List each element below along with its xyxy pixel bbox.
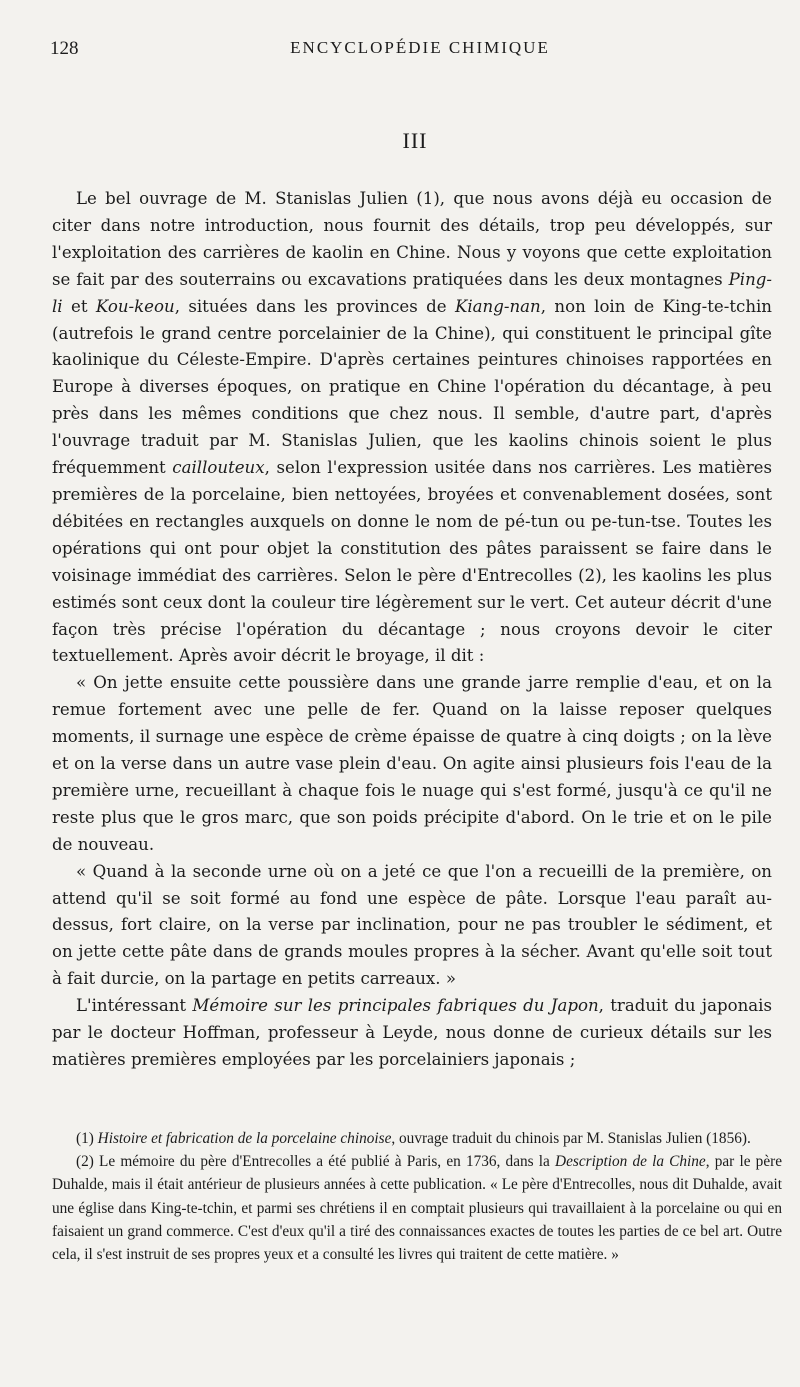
paragraph-1-italic-caillouteux: caillouteux	[172, 458, 265, 478]
page-number: 128	[50, 38, 79, 59]
paragraph-1-text-d: , non loin de King-te-tchin (autrefois le grand centre porcelainier de la Chine), qui constituent le principal gîte kaolinique du Céleste-Empire. D'après certaines peintures chinoises rapportées en Europe à diverses époques, on pratique en Chine l'opération du décantage, à peu près dans les mêmes conditions que chez nous. Il semble, d'autre part, d'après l'ouvrage traduit par M. Stanislas Julien, que les kaolins chinois soient le plus fréquemment	[52, 296, 772, 478]
footnote-2-text-b: , par le père Duhalde, mais il était antérieur de plusieurs années à cette publication. « Le père d'Entrecolles, nous dit Duhalde, avait une église dans King-te-tchin, et parmi ses chrétiens il en comptait plusieurs qui travaillaient à la porcelaine ou qui en faisaient un grand commerce. C'est d'eux qu'il a tiré des connaissances exactes de toutes les parties de ce bel art. Outre cela, il s'est instruit de ses propres yeux et a consulté les livres qui traitent de cette matière. »	[52, 1153, 783, 1264]
body-text	[52, 186, 772, 1074]
paragraph-1-italic-kiang-nan: Kiang-nan	[454, 296, 541, 316]
paragraph-1-text-b: et	[62, 296, 96, 316]
paragraph-4	[52, 993, 772, 1074]
footnote-1-text-b: , ouvrage traduit du chinois par M. Stanislas Julien (1856).	[391, 1130, 751, 1147]
paragraph-4-text-b: , traduit du japonais par le docteur Hoffman, professeur à Leyde, nous donne de curieux détails sur les matières premières employées par les porcelainiers japonais ;	[52, 996, 772, 1069]
footnote-1-italic-title: Histoire et fabrication de la porcelaine chinoise	[97, 1130, 392, 1147]
section-heading: III	[402, 128, 428, 153]
paragraph-1	[52, 186, 772, 670]
footnote-1	[52, 1127, 782, 1150]
paragraph-1-text-e: , selon l'expression usitée dans nos carrières. Les matières premières de la porcelaine, bien nettoyées, broyées et convenablement dosées, sont débitées en rectangles auxquels on donne le nom de pé-tun ou pe-tun-tse. Toutes les opérations qui ont pour objet la constitution des pâtes paraissent se faire dans le voisinage immédiat des carrières. Selon le père d'Entrecolles (2), les kaolins les plus estimés sont ceux dont la couleur tire légèrement sur le vert. Cet auteur décrit d'une façon très précise l'opération du décantage ; nous croyons devoir le citer textuellement. Après avoir décrit le broyage, il dit :	[52, 458, 772, 666]
footnote-2	[52, 1150, 782, 1266]
paragraph-1-text-c: , situées dans les provinces de	[174, 296, 455, 316]
footnotes	[52, 1127, 782, 1266]
paragraph-2-quote: « On jette ensuite cette poussière dans une grande jarre remplie d'eau, et on la remue fortement avec une pelle de fer. Quand on la laisse reposer quelques moments, il surnage une espèce de crème épaisse de quatre à cinq doigts ; on la lève et on la verse dans un autre vase plein d'eau. On agite ainsi plusieurs fois l'eau de la première urne, recueillant à chaque fois le nuage qui s'est formé, jusqu'à ce qu'il ne reste plus que le gros marc, que son poids précipite d'abord. On le trie et on le pile de nouveau.	[52, 673, 772, 854]
page-header	[50, 38, 790, 68]
paragraph-4-text-a: L'intéressant	[76, 996, 193, 1016]
paragraph-1-text-a: Le bel ouvrage de M. Stanislas Julien (1), que nous avons déjà eu occasion de citer dans notre introduction, nous fournit des détails, trop peu développés, sur l'exploitation des carrières de kaolin en Chine. Nous y voyons que cette exploitation se fait par des souterrains ou excavations pratiquées dans les deux montagnes	[52, 189, 772, 289]
paragraph-4-italic-title: Mémoire sur les principales fabriques du Japon	[192, 996, 599, 1016]
running-title: ENCYCLOPÉDIE CHIMIQUE	[290, 38, 550, 57]
footnote-1-text-a: (1)	[76, 1130, 98, 1147]
paragraph-3-quote: « Quand à la seconde urne où on a jeté ce que l'on a recueilli de la première, on attend qu'il se soit formé au fond une espèce de pâte. Lorsque l'eau paraît au-dessus, fort claire, on la verse par inclination, pour ne pas troubler le sédiment, et on jette cette pâte dans de grands moules propres à la sécher. Avant qu'elle soit tout à fait durcie, on la partage en petits carreaux. »	[52, 861, 772, 989]
paragraph-1-italic-kou-keou: Kou-keou	[95, 296, 175, 316]
paragraph-1-italic-ping-li: Ping-li	[52, 269, 772, 316]
footnote-2-text-a: (2) Le mémoire du père d'Entrecolles a été publié à Paris, en 1736, dans la	[76, 1153, 556, 1171]
footnote-2-italic-title: Description de la Chine	[555, 1153, 706, 1171]
